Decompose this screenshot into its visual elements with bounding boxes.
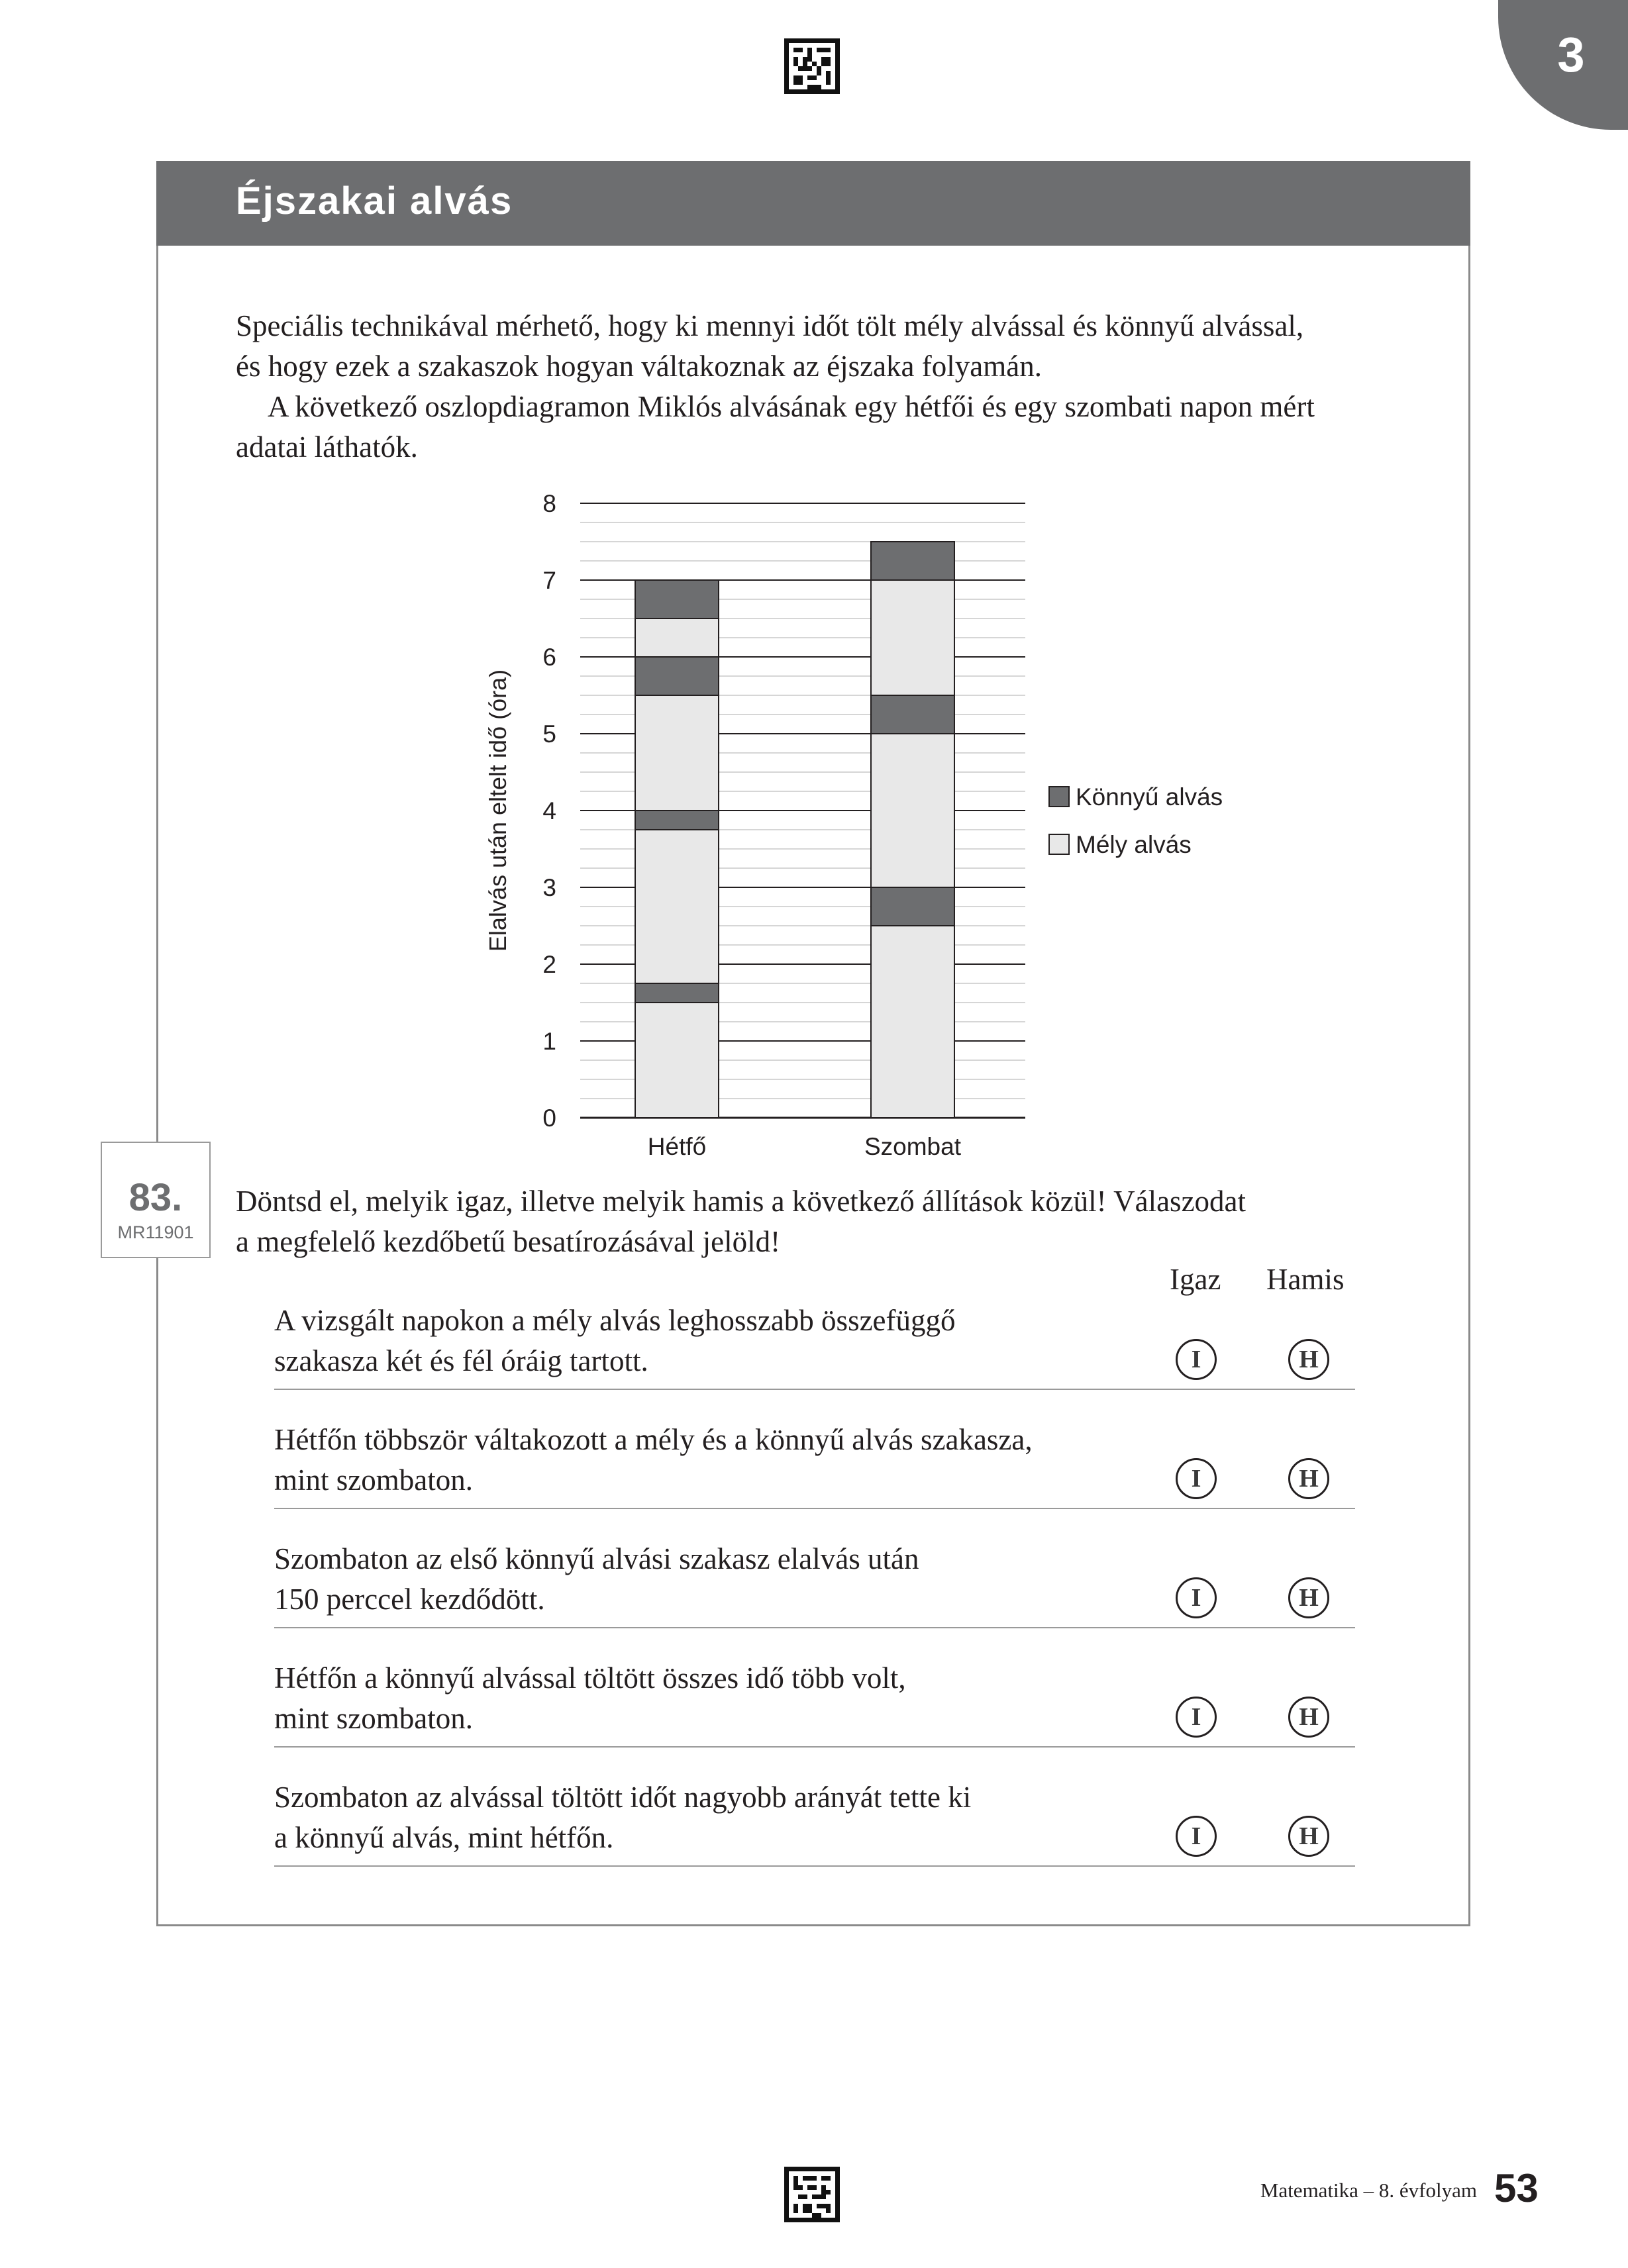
instruction-line-1: Döntsd el, melyik igaz, illetve melyik hamis a következő állítások közül! Válaszodat [236,1185,1246,1218]
bar-segment [635,811,719,830]
statement-5-line-2: a könnyű alvás, mint hétfőn. [274,1821,614,1854]
instruction-line-2: a megfelelő kezdőbetű besatírozásával jelöld! [236,1225,781,1258]
y-tick-label: 5 [542,720,556,748]
bar-segment [635,830,719,983]
y-axis-label: Elalvás után eltelt idő (óra) [484,669,511,952]
bar-segment [871,887,954,926]
item-number: 83. [128,1176,183,1219]
statement-5-true-option[interactable]: I [1176,1816,1217,1857]
statement-divider [274,1508,1355,1509]
statement-divider [274,1746,1355,1748]
statement-divider [274,1627,1355,1628]
statement-2-line-2: mint szombaton. [274,1463,473,1497]
y-tick-label: 7 [542,567,556,594]
bar-segment [635,695,719,811]
false-column-label: Hamis [1266,1263,1345,1296]
y-tick-label: 6 [542,644,556,671]
legend-swatch [1049,834,1069,854]
item-code: MR11901 [117,1222,194,1242]
statement-5-false-option[interactable]: H [1288,1816,1329,1857]
statement-2-line-1: Hétfőn többször váltakozott a mély és a könnyű alvás szakasza, [274,1423,1033,1456]
statement-3-true-option[interactable]: I [1176,1577,1217,1618]
statement-2-false-option[interactable]: H [1288,1458,1329,1499]
statement-1-line-1: A vizsgált napokon a mély alvás leghosszabb összefüggő [274,1304,956,1337]
x-category-label: Szombat [864,1133,962,1160]
statement-3-false-option[interactable]: H [1288,1577,1329,1618]
legend-swatch [1049,787,1069,807]
intro-line-2: és hogy ezek a szakaszok hogyan váltakoznak az éjszaka folyamán. [236,350,1042,383]
legend-label: Mély alvás [1076,831,1192,858]
statement-3-line-2: 150 perccel kezdődött. [274,1583,545,1616]
statement-3-line-1: Szombaton az első könnyű alvási szakasz elalvás után [274,1542,919,1575]
y-tick-label: 2 [542,951,556,978]
statement-1-false-option[interactable]: H [1288,1339,1329,1380]
y-tick-label: 1 [542,1028,556,1055]
intro-line-3: A következő oszlopdiagramon Miklós alvásának egy hétfői és egy szombati napon mért [268,390,1315,423]
x-category-label: Hétfő [647,1133,707,1160]
top-qr-code-icon [784,38,840,94]
statement-divider [274,1389,1355,1390]
y-tick-label: 8 [542,490,556,517]
statement-divider [274,1865,1355,1867]
y-tick-label: 3 [542,874,556,901]
statement-1-line-2: szakasza két és fél óráig tartott. [274,1344,648,1377]
intro-line-4: adatai láthatók. [236,430,418,464]
statement-1-true-option[interactable]: I [1176,1339,1217,1380]
statement-4-line-1: Hétfőn a könnyű alvással töltött összes idő több volt, [274,1661,906,1695]
true-column-label: Igaz [1170,1263,1221,1296]
task-title: Éjszakai alvás [236,179,513,222]
bar-segment [871,734,954,887]
statement-4-true-option[interactable]: I [1176,1697,1217,1738]
y-tick-label: 0 [542,1105,556,1132]
bar-segment [871,542,954,580]
statement-4-false-option[interactable]: H [1288,1697,1329,1738]
bar-segment [635,657,719,695]
bar-segment [635,580,719,618]
footer-subject: Matematika – 8. évfolyam [1260,2179,1477,2202]
intro-line-1: Speciális technikával mérhető, hogy ki mennyi időt tölt mély alvással és könnyű alvással, [236,309,1304,342]
bar-segment [871,926,954,1118]
bar-segment [635,618,719,657]
bar-segment [635,983,719,1003]
legend-label: Könnyű alvás [1076,783,1223,811]
page-number: 53 [1494,2166,1539,2210]
statement-4-line-2: mint szombaton. [274,1702,473,1735]
bar-segment [871,695,954,734]
bar-segment [871,580,954,695]
statement-2-true-option[interactable]: I [1176,1458,1217,1499]
bottom-qr-code-icon [784,2167,840,2222]
y-tick-label: 4 [542,797,556,824]
chapter-number: 3 [1557,27,1585,82]
statement-5-line-1: Szombaton az alvással töltött időt nagyobb arányát tette ki [274,1781,972,1814]
sleep-chart [464,477,1258,1165]
bar-segment [635,1003,719,1118]
